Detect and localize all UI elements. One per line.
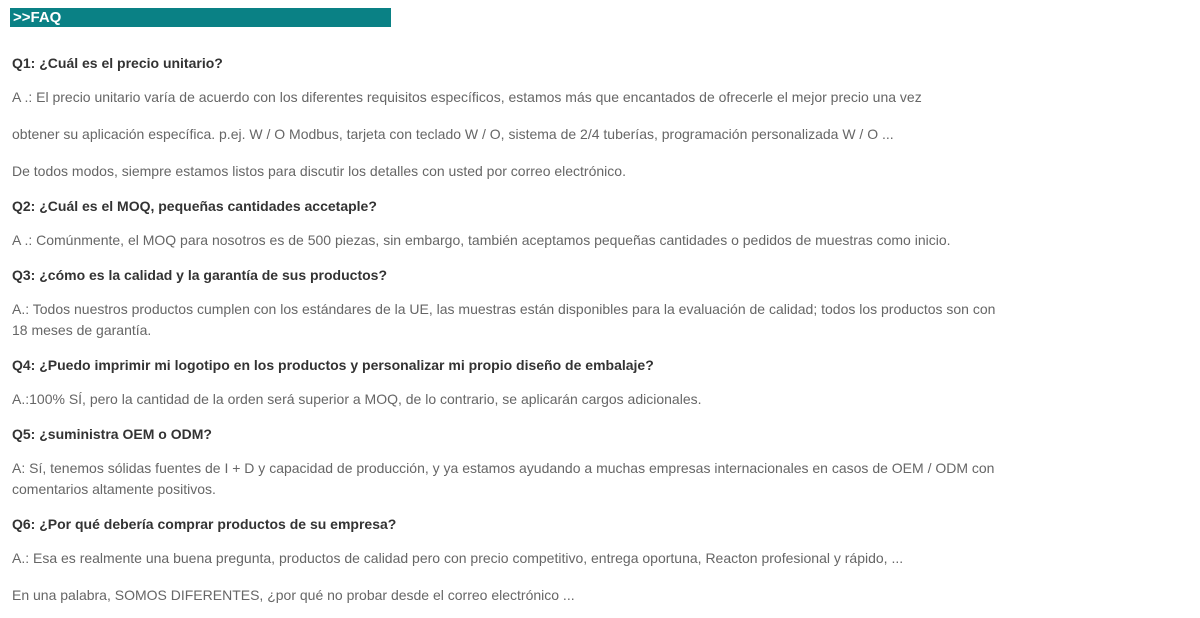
faq-answer-line: obtener su aplicación específica. p.ej. W / O Modbus, tarjeta con teclado W / O, sistema de 2/4 tuberías, programación personalizada W / O ...: [12, 126, 894, 142]
faq-answer-paragraph: [12, 458, 1188, 500]
faq-answer-line: En una palabra, SOMOS DIFERENTES, ¿por qué no probar desde el correo electrónico ...: [12, 587, 575, 603]
faq-answer-line: De todos modos, siempre estamos listos para discutir los detalles con usted por correo electrónico.: [12, 163, 626, 179]
faq-answer-paragraph: [12, 299, 1188, 341]
faq-answer-paragraph: [12, 87, 1188, 108]
faq-item: [12, 198, 1188, 251]
faq-answer: [12, 230, 1188, 251]
faq-answer-line: A.: Todos nuestros productos cumplen con los estándares de la UE, las muestras están disponibles para la evaluación de calidad; todos los productos son con: [12, 301, 996, 317]
faq-answer-paragraph: [12, 389, 1188, 410]
faq-answer: [12, 548, 1188, 606]
faq-answer-line: A.: Esa es realmente una buena pregunta, productos de calidad pero con precio competitivo, entrega oportuna, Reacton profesional y rápido, ...: [12, 550, 904, 566]
faq-answer-line: 18 meses de garantía.: [12, 322, 152, 338]
faq-item: [12, 426, 1188, 500]
faq-answer-line: A .: El precio unitario varía de acuerdo con los diferentes requisitos específicos, estamos más que encantados de ofrecerle el mejor precio una vez: [12, 89, 922, 105]
faq-answer: [12, 389, 1188, 410]
faq-answer-line: A.:100% SÍ, pero la cantidad de la orden será superior a MOQ, de lo contrario, se aplicarán cargos adicionales.: [12, 391, 702, 407]
faq-answer: [12, 299, 1188, 341]
faq-answer-line: A .: Comúnmente, el MOQ para nosotros es de 500 piezas, sin embargo, también aceptamos pequeñas cantidades o pedidos de muestras como inicio.: [12, 232, 951, 248]
faq-answer-line: comentarios altamente positivos.: [12, 481, 216, 497]
faq-item: [12, 267, 1188, 341]
faq-section-title: >>FAQ: [13, 9, 62, 26]
faq-answer-paragraph: [12, 585, 1188, 606]
faq-answer-line: A: Sí, tenemos sólidas fuentes de I + D y capacidad de producción, y ya estamos ayudando a muchas empresas internacionales en casos de OEM / ODM con: [12, 460, 995, 476]
faq-question: Q3: ¿cómo es la calidad y la garantía de sus productos?: [12, 267, 387, 283]
faq-answer-paragraph: [12, 124, 1188, 145]
faq-question: Q5: ¿suministra OEM o ODM?: [12, 426, 212, 442]
faq-answer-paragraph: [12, 161, 1188, 182]
faq-answer-paragraph: [12, 548, 1188, 569]
faq-answer: [12, 87, 1188, 182]
faq-item: [12, 55, 1188, 182]
faq-question: Q4: ¿Puedo imprimir mi logotipo en los productos y personalizar mi propio diseño de embalaje?: [12, 357, 654, 373]
faq-answer: [12, 458, 1188, 500]
faq-question: Q1: ¿Cuál es el precio unitario?: [12, 55, 223, 71]
faq-answer-paragraph: [12, 230, 1188, 251]
faq-question: Q2: ¿Cuál es el MOQ, pequeñas cantidades accetaple?: [12, 198, 377, 214]
faq-question: Q6: ¿Por qué debería comprar productos de su empresa?: [12, 516, 397, 532]
faq-page: [0, 8, 1200, 618]
faq-list: [12, 27, 1188, 606]
faq-item: [12, 516, 1188, 606]
faq-section-header-bar: [10, 8, 391, 27]
faq-item: [12, 357, 1188, 410]
